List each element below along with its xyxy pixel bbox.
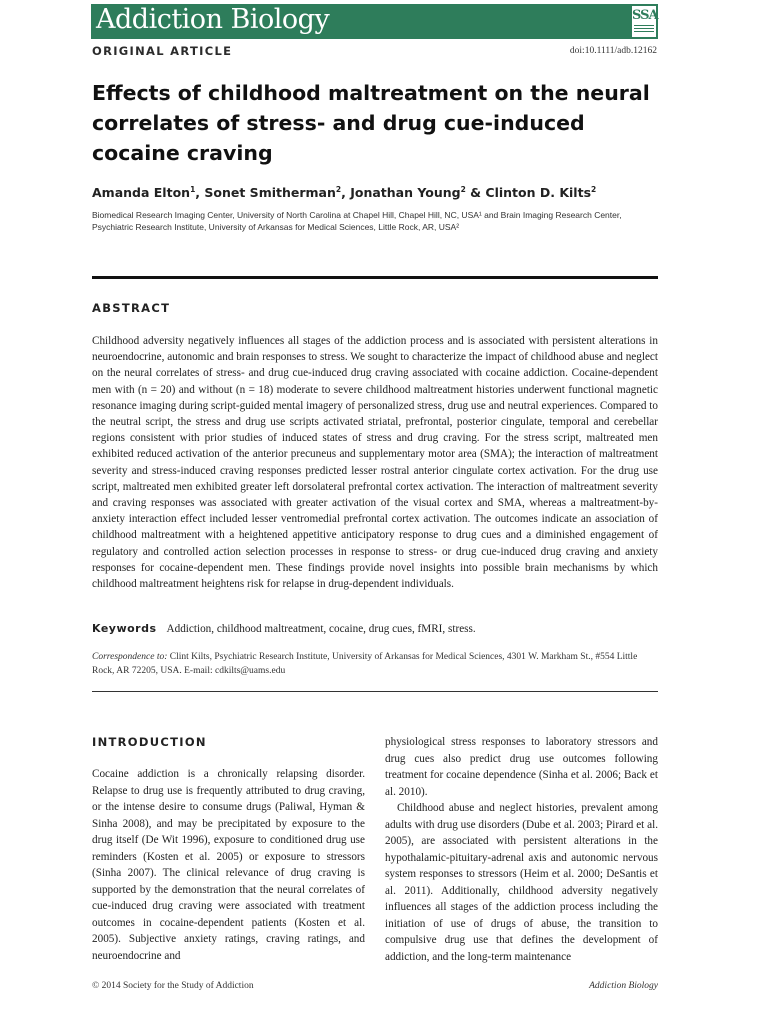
author-name: Jonathan Young: [350, 185, 461, 201]
section-divider: [92, 276, 658, 279]
correspondence-text: Clint Kilts, Psychiatric Research Institute, University of Arkansas for Medical Sciences, 4301 W. Markham St., #554 Little Rock, AR 72205, USA. E-mail: cdkilts@uams.edu: [92, 652, 638, 676]
abstract-text: Childhood adversity negatively influences all stages of the addiction process and is associated with persistent alterations in neuroendocrine, autonomic and brain responses to stress. We sought to characterize the impact of childhood abuse and neglect on the neural correlates of stress- and drug cue-induced drug craving associated with cocaine addiction. Cocaine-dependent men with (n = 20) and without (n = 18) moderate to severe childhood maltreatment histories underwent functional magnetic resonance imaging during script-guided mental imagery of personalized stress, drug use and neutral experiences. Compared to the neutral script, the stress and drug use scripts activated striatal, prefrontal, posterior cingulate, temporal and cerebellar regions consistent with prior studies of induced states of stress and drug craving. For the stress script, maltreated men exhibited reduced activation of the anterior precuneus and supplementary motor area (SMA); the interaction of maltreatment severity and stress-induced craving responses predicted lesser rostral anterior cingulate cortex activation. For the drug use script, maltreated men exhibited greater left dorsolateral prefrontal cortex activation. The interaction of maltreatment severity and craving responses was associated with greater activation of the visual cortex and SMA, whereas a maltreatment-by-anxiety interaction effect included lesser ventromedial prefrontal cortex activation. The outcomes indicate an association of childhood maltreatment with a heightened appetitive anticipatory response to drug cues and a diminished engagement of regulatory and controlled action selection processes in response to stress- or drug cue-induced drug craving and anxiety responses for cocaine-dependent men. These findings provide novel insights into possible brain mechanisms by which childhood maltreatment heightens risk for relapse in drug-dependent individuals.: [92, 335, 658, 591]
keywords-text: Addiction, childhood maltreatment, cocaine, drug cues, fMRI, stress.: [166, 623, 476, 635]
doi[interactable]: doi:10.1111/adb.12162: [569, 46, 657, 56]
author-affil-mark: 2: [335, 185, 342, 194]
society-logo-text: SSA: [632, 8, 658, 23]
correspondence: [92, 650, 658, 678]
keywords-label: Keywords: [92, 622, 157, 635]
affiliations: Biomedical Research Imaging Center, University of North Carolina at Chapel Hill, Chapel Hill, NC, USA¹ and Brain Imaging Research Center, Psychiatric Research Institute, University of Arkansas for Medical Sciences, Little Rock, AR, USA²: [92, 210, 622, 232]
author-affil-mark: 2: [460, 185, 466, 194]
article-type: ORIGINAL ARTICLE: [92, 44, 233, 58]
introduction-heading: INTRODUCTION: [92, 735, 207, 749]
society-logo: [632, 6, 656, 37]
abstract-heading: ABSTRACT: [92, 301, 171, 315]
author-separator: &: [465, 185, 486, 201]
footer-journal: Addiction Biology: [589, 981, 658, 991]
author-name: Clinton D. Kilts: [485, 185, 592, 201]
author-separator: ,: [195, 185, 205, 201]
copyright: © 2014 Society for the Study of Addiction: [92, 981, 254, 991]
paragraph: Childhood abuse and neglect histories, prevalent among adults with drug use disorders (Dube et al. 2003; Pirard et al. 2005), are associated with persistent alterations in the hypothalamic-pituitary-adrenal axis and autonomic nervous system responses to stressors (Heim et al. 2000; DeSantis et al. 2011). Additionally, childhood adversity negatively influences all stages of the addiction process including the initiation of use of drugs of abuse, the transition to compulsive drug use that defines the development of addiction, and the long-term maintenance: [385, 802, 658, 963]
author-name: Amanda Elton: [92, 185, 191, 201]
introduction-right-column: [385, 734, 658, 965]
author-affil-mark: 2: [591, 185, 597, 194]
author-name: Sonet Smitherman: [204, 185, 336, 201]
section-divider: [92, 691, 658, 692]
keywords: [92, 622, 658, 635]
paragraph: physiological stress responses to laboratory stressors and drug cues also predict drug use outcomes following treatment for cocaine dependence (Sinha et al. 2006; Back et al. 2010).: [385, 736, 658, 798]
introduction-left-column: Cocaine addiction is a chronically relapsing disorder. Relapse to drug use is frequently attributed to drug craving, or the intense desire to consume drugs (Paliwal, Hyman & Sinha 2008), and may be precipitated by exposure to the drug itself (De Wit 1996), exposure to conditioned drug use reminders (Kosten et al. 2005) or exposure to stressors (Sinha 2007). The clinical relevance of drug craving is supported by the demonstration that the neural correlates of cue-induced drug craving were associated with treatment outcomes in cocaine-dependent patients (Kosten et al. 2005). Subjective anxiety ratings, craving ratings, and neuroendocrine and: [92, 768, 365, 962]
logo-lines-icon: [634, 25, 654, 34]
journal-name: Addiction Biology: [96, 4, 330, 35]
article-title: Effects of childhood maltreatment on the neural correlates of stress- and drug cue-induced cocaine craving: [92, 81, 650, 165]
author-list: [92, 185, 596, 200]
correspondence-label: Correspondence to:: [92, 652, 168, 662]
author-separator: ,: [341, 185, 351, 201]
author-affil-mark: 1: [190, 185, 196, 194]
